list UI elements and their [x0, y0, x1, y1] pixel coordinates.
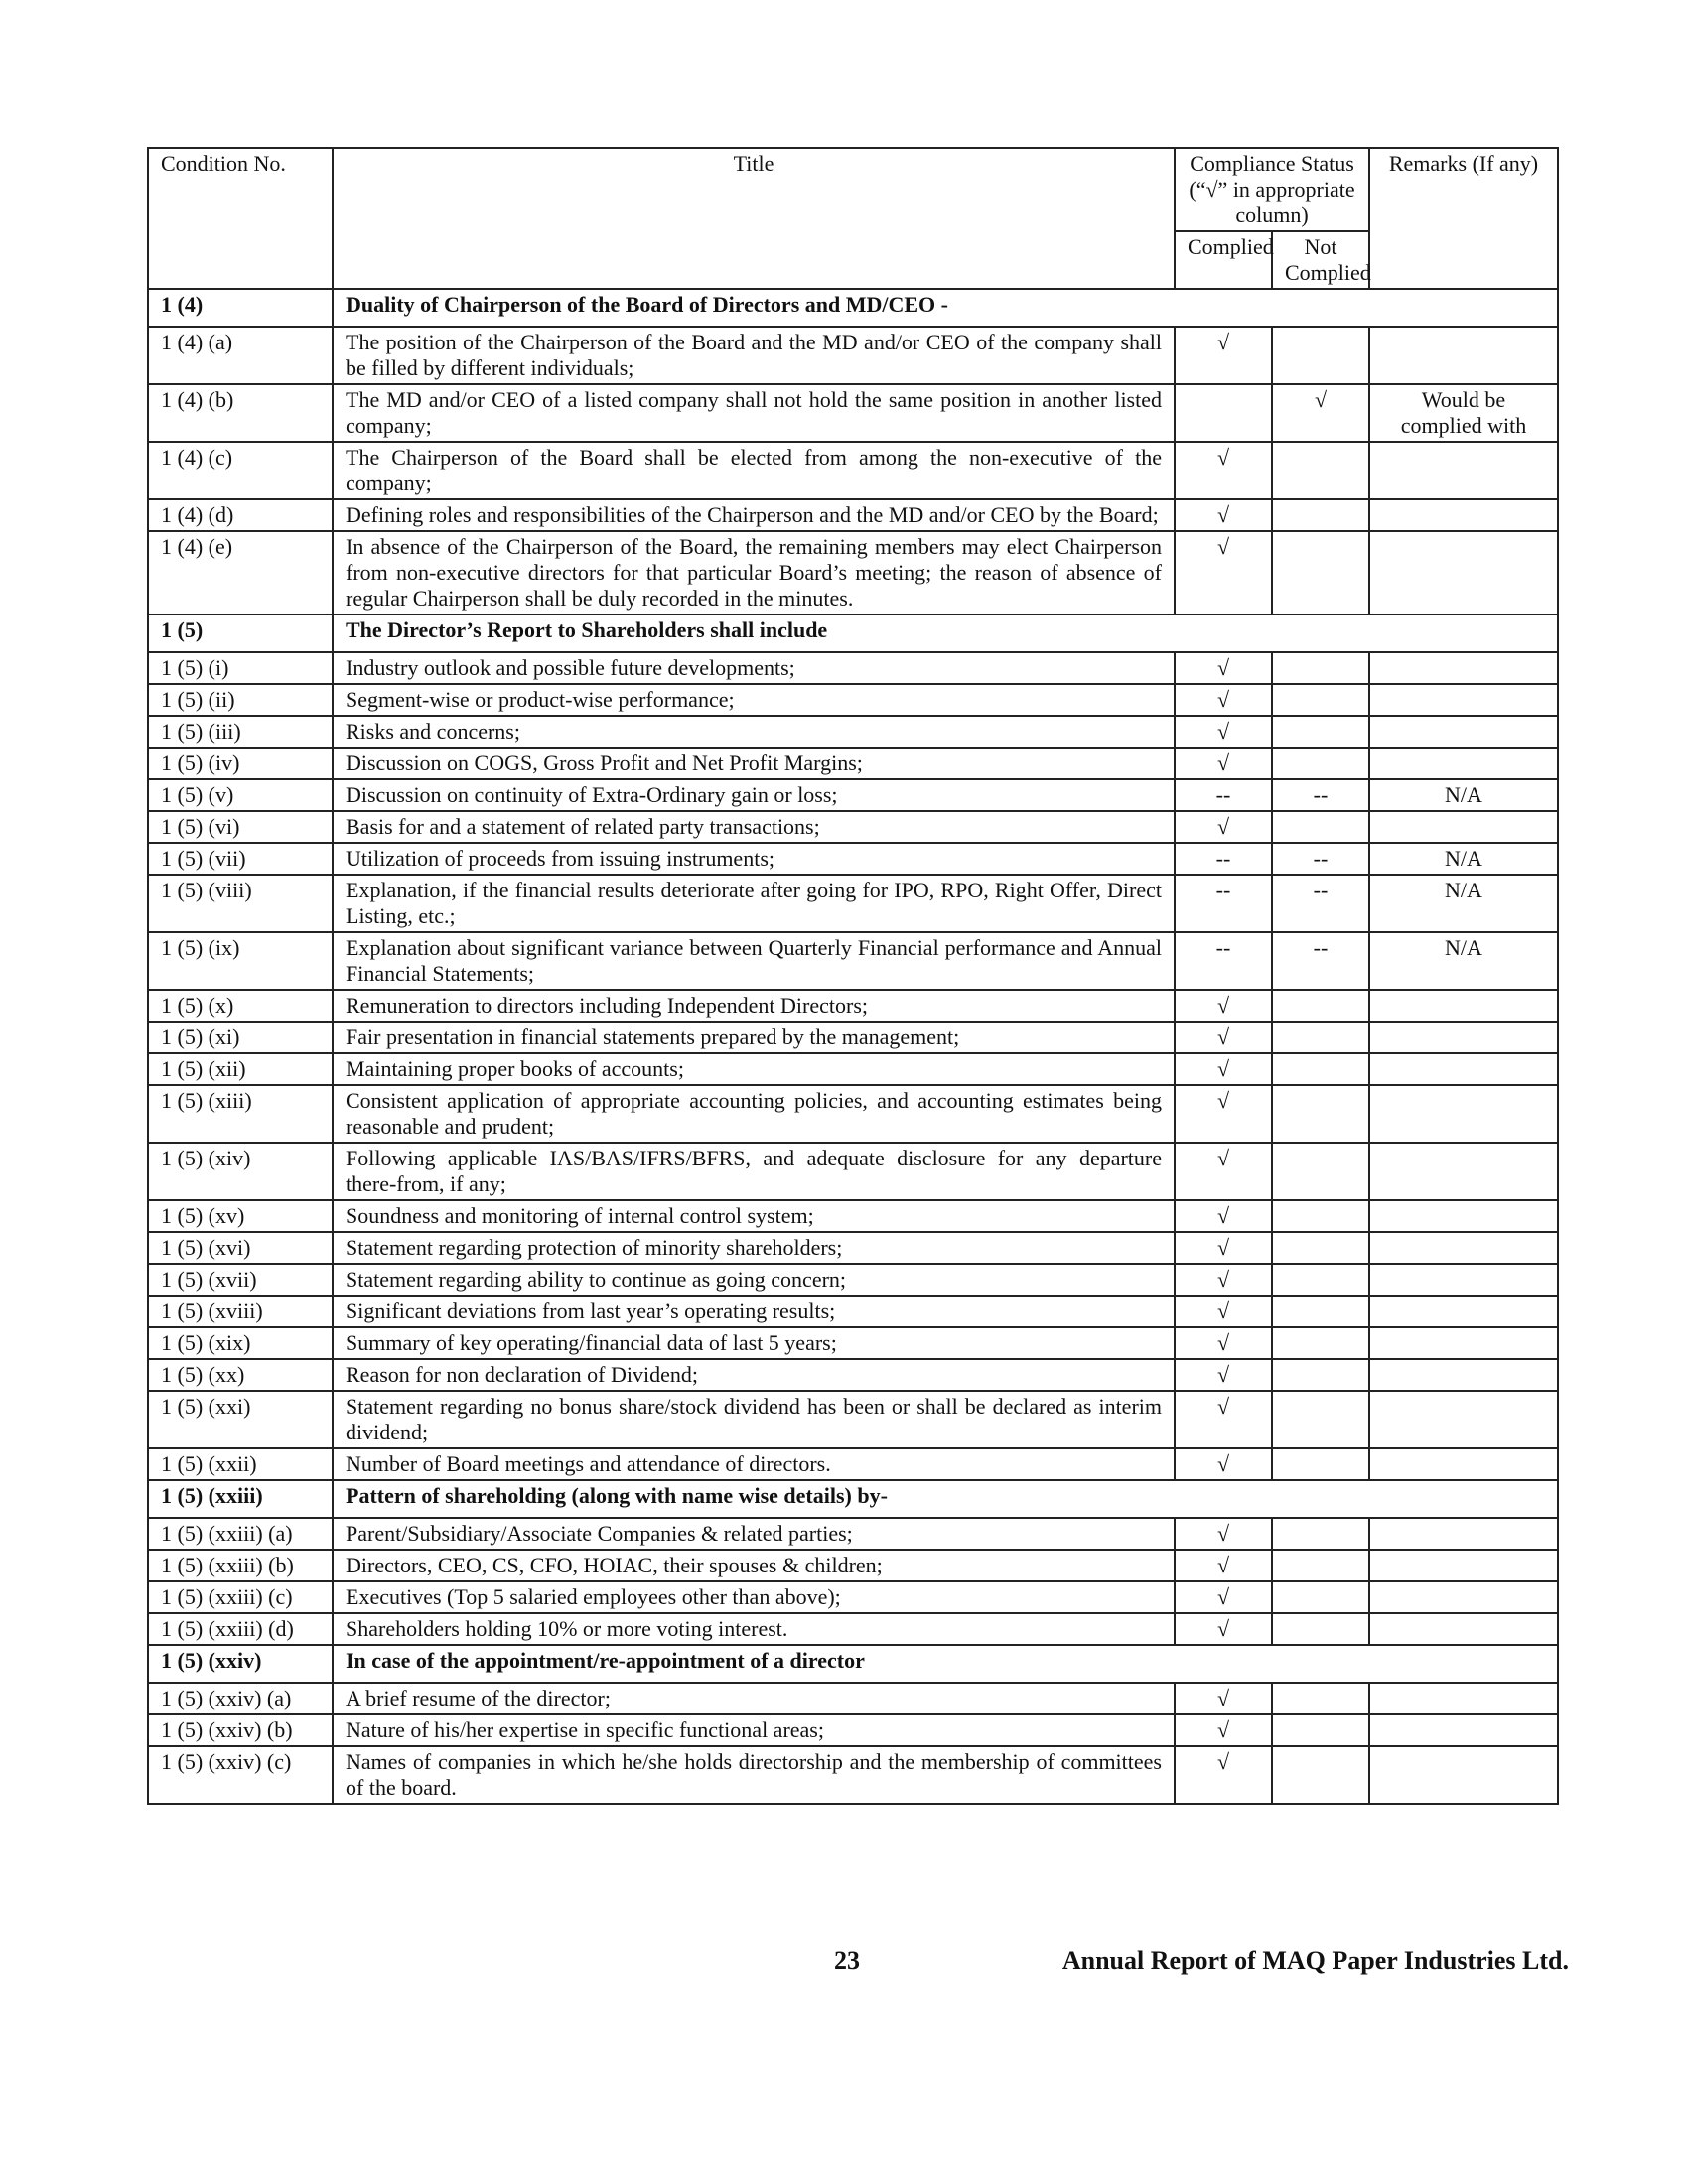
condition-no-cell: 1 (5) (ii): [148, 684, 333, 716]
complied-cell: √: [1175, 748, 1272, 779]
section-row: [148, 614, 1558, 652]
title-cell: Nature of his/her expertise in specific functional areas;: [333, 1714, 1175, 1746]
remarks-cell: [1369, 442, 1558, 499]
condition-no-cell: 1 (5) (vii): [148, 843, 333, 875]
table-row: [148, 1613, 1558, 1645]
title-cell: In absence of the Chairperson of the Board, the remaining members may elect Chairperson from non-executive directors for that particular Board’s meeting; the reason of absence of regular Chairperson shall be duly recorded in the minutes.: [333, 531, 1175, 614]
complied-cell: √: [1175, 1683, 1272, 1714]
table-row: [148, 1022, 1558, 1053]
condition-no-cell: 1 (5) (xxiv) (c): [148, 1746, 333, 1804]
title-cell: Industry outlook and possible future developments;: [333, 652, 1175, 684]
title-cell: Names of companies in which he/she holds directorship and the membership of committees of the board.: [333, 1746, 1175, 1804]
not-complied-cell: [1272, 1200, 1369, 1232]
page-footer: [0, 1946, 1688, 1985]
remarks-cell: [1369, 1714, 1558, 1746]
remarks-cell: Would be complied with: [1369, 384, 1558, 442]
condition-no-cell: 1 (5) (xv): [148, 1200, 333, 1232]
remarks-cell: [1369, 1550, 1558, 1581]
section-row: [148, 1480, 1558, 1518]
title-cell: Risks and concerns;: [333, 716, 1175, 748]
complied-cell: --: [1175, 779, 1272, 811]
title-cell: Summary of key operating/financial data of last 5 years;: [333, 1327, 1175, 1359]
remarks-cell: [1369, 1085, 1558, 1143]
title-cell: Reason for non declaration of Dividend;: [333, 1359, 1175, 1391]
title-cell: Discussion on COGS, Gross Profit and Net Profit Margins;: [333, 748, 1175, 779]
remarks-cell: [1369, 1264, 1558, 1296]
table-row: [148, 932, 1558, 990]
remarks-cell: N/A: [1369, 875, 1558, 932]
complied-cell: √: [1175, 1518, 1272, 1550]
condition-no-cell: 1 (5) (xi): [148, 1022, 333, 1053]
complied-cell: √: [1175, 684, 1272, 716]
not-complied-cell: [1272, 748, 1369, 779]
table-row: [148, 779, 1558, 811]
title-cell: Statement regarding no bonus share/stock dividend has been or shall be declared as interim dividend;: [333, 1391, 1175, 1448]
complied-cell: √: [1175, 1327, 1272, 1359]
title-cell: The Chairperson of the Board shall be elected from among the non-executive of the company;: [333, 442, 1175, 499]
remarks-cell: [1369, 716, 1558, 748]
condition-no-cell: 1 (5) (xviii): [148, 1296, 333, 1327]
not-complied-cell: [1272, 1448, 1369, 1480]
remarks-cell: [1369, 652, 1558, 684]
complied-cell: √: [1175, 1359, 1272, 1391]
complied-cell: √: [1175, 1296, 1272, 1327]
complied-cell: --: [1175, 843, 1272, 875]
section-title: In case of the appointment/re-appointment of a director: [333, 1645, 1558, 1683]
condition-no-cell: 1 (5) (iv): [148, 748, 333, 779]
remarks-cell: [1369, 1232, 1558, 1264]
condition-no-cell: 1 (5) (xxiv) (b): [148, 1714, 333, 1746]
not-complied-cell: [1272, 1746, 1369, 1804]
title-cell: A brief resume of the director;: [333, 1683, 1175, 1714]
table-row: [148, 716, 1558, 748]
section-title: Pattern of shareholding (along with name wise details) by-: [333, 1480, 1558, 1518]
title-cell: Defining roles and responsibilities of the Chairperson and the MD and/or CEO by the Board;: [333, 499, 1175, 531]
title-cell: Explanation, if the financial results deteriorate after going for IPO, RPO, Right Offer, Direct Listing, etc.;: [333, 875, 1175, 932]
remarks-cell: N/A: [1369, 932, 1558, 990]
complied-cell: √: [1175, 1714, 1272, 1746]
remarks-cell: [1369, 1143, 1558, 1200]
not-complied-cell: [1272, 1714, 1369, 1746]
complied-cell: √: [1175, 1613, 1272, 1645]
remarks-cell: [1369, 1613, 1558, 1645]
condition-no-cell: 1 (5) (xix): [148, 1327, 333, 1359]
table-row: [148, 327, 1558, 384]
complied-cell: √: [1175, 1022, 1272, 1053]
not-complied-cell: [1272, 1143, 1369, 1200]
table-row: [148, 1085, 1558, 1143]
header-condition-no: Condition No.: [148, 148, 333, 289]
condition-no-cell: 1 (5) (xvi): [148, 1232, 333, 1264]
header-remarks: Remarks (If any): [1369, 148, 1558, 289]
remarks-cell: [1369, 327, 1558, 384]
table-row: [148, 1232, 1558, 1264]
complied-cell: √: [1175, 1448, 1272, 1480]
condition-no-cell: 1 (5) (v): [148, 779, 333, 811]
complied-cell: --: [1175, 932, 1272, 990]
table-row: [148, 1327, 1558, 1359]
remarks-cell: [1369, 1359, 1558, 1391]
condition-no-cell: 1 (5) (xiii): [148, 1085, 333, 1143]
not-complied-cell: [1272, 1296, 1369, 1327]
not-complied-cell: --: [1272, 932, 1369, 990]
not-complied-cell: [1272, 1359, 1369, 1391]
not-complied-cell: [1272, 716, 1369, 748]
not-complied-cell: [1272, 499, 1369, 531]
table-row: [148, 1518, 1558, 1550]
title-cell: Executives (Top 5 salaried employees other than above);: [333, 1581, 1175, 1613]
header-title: Title: [333, 148, 1175, 289]
header-compliance-status: Compliance Status (“√” in appropriate column): [1175, 148, 1369, 231]
table-row: [148, 1143, 1558, 1200]
table-row: [148, 442, 1558, 499]
title-cell: Directors, CEO, CS, CFO, HOIAC, their spouses & children;: [333, 1550, 1175, 1581]
table-row: [148, 384, 1558, 442]
remarks-cell: N/A: [1369, 779, 1558, 811]
table-row: [148, 1581, 1558, 1613]
not-complied-cell: [1272, 442, 1369, 499]
condition-no-cell: 1 (4) (b): [148, 384, 333, 442]
title-cell: Fair presentation in financial statements prepared by the management;: [333, 1022, 1175, 1053]
not-complied-cell: [1272, 1581, 1369, 1613]
table-row: [148, 1359, 1558, 1391]
header-complied: Complied: [1175, 231, 1272, 289]
complied-cell: √: [1175, 327, 1272, 384]
not-complied-cell: [1272, 1264, 1369, 1296]
remarks-cell: [1369, 1581, 1558, 1613]
table-row: [148, 1391, 1558, 1448]
complied-cell: √: [1175, 990, 1272, 1022]
complied-cell: √: [1175, 1581, 1272, 1613]
table-row: [148, 1448, 1558, 1480]
table-body: [148, 289, 1558, 1804]
remarks-cell: [1369, 1053, 1558, 1085]
title-cell: Significant deviations from last year’s operating results;: [333, 1296, 1175, 1327]
table-row: [148, 652, 1558, 684]
condition-no-cell: 1 (5) (xxiii) (b): [148, 1550, 333, 1581]
condition-no-cell: 1 (5) (xii): [148, 1053, 333, 1085]
table-row: [148, 990, 1558, 1022]
table-row: [148, 1296, 1558, 1327]
remarks-cell: [1369, 1683, 1558, 1714]
section-title: Duality of Chairperson of the Board of Directors and MD/CEO -: [333, 289, 1558, 327]
condition-no-cell: 1 (5) (xxiii) (a): [148, 1518, 333, 1550]
table-row: [148, 748, 1558, 779]
section-condition-no: 1 (5) (xxiii): [148, 1480, 333, 1518]
table-row: [148, 875, 1558, 932]
not-complied-cell: √: [1272, 384, 1369, 442]
remarks-cell: [1369, 1448, 1558, 1480]
section-condition-no: 1 (5) (xxiv): [148, 1645, 333, 1683]
title-cell: Discussion on continuity of Extra-Ordinary gain or loss;: [333, 779, 1175, 811]
not-complied-cell: [1272, 327, 1369, 384]
condition-no-cell: 1 (5) (xxiii) (d): [148, 1613, 333, 1645]
section-title: The Director’s Report to Shareholders shall include: [333, 614, 1558, 652]
not-complied-cell: [1272, 531, 1369, 614]
remarks-cell: [1369, 811, 1558, 843]
table-row: [148, 1550, 1558, 1581]
remarks-cell: [1369, 748, 1558, 779]
remarks-cell: [1369, 1327, 1558, 1359]
not-complied-cell: [1272, 811, 1369, 843]
not-complied-cell: --: [1272, 843, 1369, 875]
title-cell: Utilization of proceeds from issuing instruments;: [333, 843, 1175, 875]
title-cell: Consistent application of appropriate accounting policies, and accounting estimates being reasonable and prudent;: [333, 1085, 1175, 1143]
remarks-cell: [1369, 990, 1558, 1022]
condition-no-cell: 1 (5) (x): [148, 990, 333, 1022]
not-complied-cell: [1272, 1022, 1369, 1053]
complied-cell: √: [1175, 811, 1272, 843]
table-row: [148, 1683, 1558, 1714]
not-complied-cell: [1272, 1613, 1369, 1645]
condition-no-cell: 1 (5) (xiv): [148, 1143, 333, 1200]
remarks-cell: [1369, 1518, 1558, 1550]
section-row: [148, 1645, 1558, 1683]
condition-no-cell: 1 (5) (viii): [148, 875, 333, 932]
not-complied-cell: --: [1272, 875, 1369, 932]
complied-cell: √: [1175, 1053, 1272, 1085]
remarks-cell: [1369, 684, 1558, 716]
complied-cell: [1175, 384, 1272, 442]
not-complied-cell: [1272, 1391, 1369, 1448]
not-complied-cell: [1272, 1085, 1369, 1143]
table-row: [148, 811, 1558, 843]
condition-no-cell: 1 (5) (xxiii) (c): [148, 1581, 333, 1613]
title-cell: Remuneration to directors including Independent Directors;: [333, 990, 1175, 1022]
remarks-cell: [1369, 499, 1558, 531]
title-cell: Segment-wise or product-wise performance;: [333, 684, 1175, 716]
not-complied-cell: [1272, 1683, 1369, 1714]
condition-no-cell: 1 (5) (xvii): [148, 1264, 333, 1296]
remarks-cell: [1369, 1296, 1558, 1327]
table-row: [148, 499, 1558, 531]
header-not-complied: Not Complied: [1272, 231, 1369, 289]
not-complied-cell: [1272, 652, 1369, 684]
title-cell: Maintaining proper books of accounts;: [333, 1053, 1175, 1085]
not-complied-cell: --: [1272, 779, 1369, 811]
title-cell: Explanation about significant variance between Quarterly Financial performance and Annual Financial Statements;: [333, 932, 1175, 990]
table-row: [148, 1200, 1558, 1232]
table-row: [148, 1714, 1558, 1746]
table-row: [148, 1053, 1558, 1085]
condition-no-cell: 1 (5) (i): [148, 652, 333, 684]
title-cell: Parent/Subsidiary/Associate Companies & related parties;: [333, 1518, 1175, 1550]
table-row: [148, 843, 1558, 875]
title-cell: Number of Board meetings and attendance of directors.: [333, 1448, 1175, 1480]
not-complied-cell: [1272, 684, 1369, 716]
title-cell: Soundness and monitoring of internal control system;: [333, 1200, 1175, 1232]
complied-cell: √: [1175, 499, 1272, 531]
table-row: [148, 1264, 1558, 1296]
table-row: [148, 531, 1558, 614]
condition-no-cell: 1 (4) (d): [148, 499, 333, 531]
report-name: Annual Report of MAQ Paper Industries Ltd.: [1061, 1946, 1569, 1975]
table-row: [148, 684, 1558, 716]
title-cell: Statement regarding ability to continue as going concern;: [333, 1264, 1175, 1296]
condition-no-cell: 1 (5) (iii): [148, 716, 333, 748]
complied-cell: √: [1175, 1746, 1272, 1804]
condition-no-cell: 1 (5) (ix): [148, 932, 333, 990]
complied-cell: --: [1175, 875, 1272, 932]
complied-cell: √: [1175, 716, 1272, 748]
condition-no-cell: 1 (5) (xxii): [148, 1448, 333, 1480]
condition-no-cell: 1 (4) (a): [148, 327, 333, 384]
condition-no-cell: 1 (5) (xxiv) (a): [148, 1683, 333, 1714]
compliance-sheet: [147, 147, 1557, 1805]
compliance-table: [147, 147, 1559, 1805]
not-complied-cell: [1272, 1053, 1369, 1085]
title-cell: Following applicable IAS/BAS/IFRS/BFRS, and adequate disclosure for any departure there-from, if any;: [333, 1143, 1175, 1200]
section-condition-no: 1 (5): [148, 614, 333, 652]
complied-cell: √: [1175, 1550, 1272, 1581]
not-complied-cell: [1272, 1232, 1369, 1264]
remarks-cell: [1369, 1391, 1558, 1448]
remarks-cell: [1369, 531, 1558, 614]
title-cell: Basis for and a statement of related party transactions;: [333, 811, 1175, 843]
section-condition-no: 1 (4): [148, 289, 333, 327]
complied-cell: √: [1175, 1232, 1272, 1264]
condition-no-cell: 1 (4) (c): [148, 442, 333, 499]
not-complied-cell: [1272, 1327, 1369, 1359]
complied-cell: √: [1175, 442, 1272, 499]
condition-no-cell: 1 (5) (vi): [148, 811, 333, 843]
complied-cell: √: [1175, 1143, 1272, 1200]
remarks-cell: [1369, 1022, 1558, 1053]
page-number: 23: [834, 1946, 860, 1975]
condition-no-cell: 1 (5) (xx): [148, 1359, 333, 1391]
table-row: [148, 1746, 1558, 1804]
complied-cell: √: [1175, 1264, 1272, 1296]
complied-cell: √: [1175, 1391, 1272, 1448]
not-complied-cell: [1272, 990, 1369, 1022]
remarks-cell: [1369, 1746, 1558, 1804]
remarks-cell: [1369, 1200, 1558, 1232]
complied-cell: √: [1175, 1200, 1272, 1232]
title-cell: Shareholders holding 10% or more voting interest.: [333, 1613, 1175, 1645]
not-complied-cell: [1272, 1550, 1369, 1581]
title-cell: Statement regarding protection of minority shareholders;: [333, 1232, 1175, 1264]
section-row: [148, 289, 1558, 327]
title-cell: The MD and/or CEO of a listed company shall not hold the same position in another listed company;: [333, 384, 1175, 442]
complied-cell: √: [1175, 531, 1272, 614]
complied-cell: √: [1175, 652, 1272, 684]
complied-cell: √: [1175, 1085, 1272, 1143]
condition-no-cell: 1 (5) (xxi): [148, 1391, 333, 1448]
title-cell: The position of the Chairperson of the Board and the MD and/or CEO of the company shall be filled by different individuals;: [333, 327, 1175, 384]
condition-no-cell: 1 (4) (e): [148, 531, 333, 614]
remarks-cell: N/A: [1369, 843, 1558, 875]
not-complied-cell: [1272, 1518, 1369, 1550]
